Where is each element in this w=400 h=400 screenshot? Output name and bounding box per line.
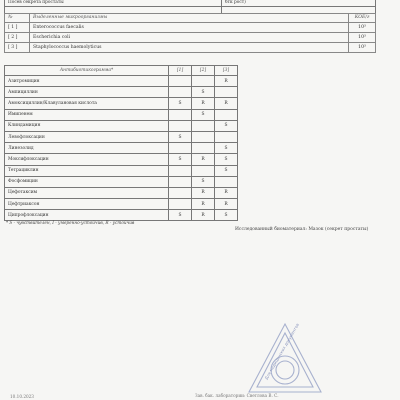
organism-name: Enterococcus faecalis (30, 23, 349, 33)
antibiotic-row (5, 76, 238, 87)
susceptibility-c3: S (215, 210, 238, 221)
culture-summary-table (4, 0, 376, 14)
susceptibility-c3: S (215, 120, 238, 131)
antibiotic-row (5, 165, 238, 176)
susceptibility-c1 (169, 120, 192, 131)
susceptibility-c1 (169, 187, 192, 198)
antibiotic-name: Линезолид (5, 143, 169, 154)
susceptibility-c2: R (192, 210, 215, 221)
susceptibility-c2 (192, 143, 215, 154)
antibiotic-name: Тетрациклин (5, 165, 169, 176)
organism-name: Staphylococcus haemolyticus (30, 43, 349, 53)
organism-row (5, 23, 376, 33)
header-cfu: КОЕ/г (349, 14, 376, 23)
antibiotic-row (5, 87, 238, 98)
stamp-text: Для медицинских документов (263, 322, 300, 381)
susceptibility-c1: S (169, 210, 192, 221)
header-col-2: [2] (192, 66, 215, 76)
susceptibility-c1: S (169, 154, 192, 165)
laboratory-stamp (245, 320, 325, 398)
antibiotic-row (5, 131, 238, 142)
susceptibility-c3 (215, 109, 238, 120)
header-col-3: [3] (215, 66, 238, 76)
susceptibility-c1 (169, 199, 192, 210)
susceptibility-c3: S (215, 143, 238, 154)
antibiotic-name: Азитромицин (5, 76, 169, 87)
footer-date: 10.10.2023 (10, 394, 34, 399)
susceptibility-c1 (169, 87, 192, 98)
organism-cfu: 10³ (349, 43, 376, 53)
susceptibility-c1 (169, 143, 192, 154)
biomaterial-note: Исследованный биоматериал: Мазок (секрет простаты) (235, 227, 369, 232)
header-antibiogram: Антибиотикограмма* (5, 66, 169, 76)
antibiogram-header-row (5, 66, 238, 76)
organism-num: [ 3 ] (5, 43, 30, 53)
summary-label: Посев секрета простаты (5, 0, 222, 7)
antibiotic-name: Амоксициллин/Клавулановая кислота (5, 98, 169, 109)
susceptibility-c3: S (215, 154, 238, 165)
organism-cfu: 10³ (349, 23, 376, 33)
antibiotic-name: Имипенем (5, 109, 169, 120)
susceptibility-c2: R (192, 187, 215, 198)
susceptibility-c3: R (215, 76, 238, 87)
susceptibility-c2 (192, 165, 215, 176)
antibiotic-name: Моксифлоксацин (5, 154, 169, 165)
susceptibility-c2: S (192, 87, 215, 98)
antibiotic-name: Левофлоксацин (5, 131, 169, 142)
organism-num: [ 2 ] (5, 33, 30, 43)
susceptibility-c2: R (192, 154, 215, 165)
header-col-1: [1] (169, 66, 192, 76)
summary-value: бтк рост) (222, 0, 376, 7)
susceptibility-c1 (169, 176, 192, 187)
header-organism: Выделенные микроорганизмы (30, 14, 349, 23)
antibiotic-row (5, 187, 238, 198)
antibiotic-name: Клиндамицин (5, 120, 169, 131)
susceptibility-c3: R (215, 199, 238, 210)
antibiotic-name: Цефтриаксон (5, 199, 169, 210)
antibiotic-row (5, 199, 238, 210)
organisms-header-row (5, 14, 376, 23)
susceptibility-c3 (215, 131, 238, 142)
susceptibility-c2 (192, 76, 215, 87)
organism-num: [ 1 ] (5, 23, 30, 33)
antibiotic-row (5, 143, 238, 154)
antibiotic-row (5, 98, 238, 109)
organism-row (5, 33, 376, 43)
antibiotic-name: Ампициллин (5, 87, 169, 98)
antibiotic-row (5, 176, 238, 187)
susceptibility-c3 (215, 87, 238, 98)
antibiotic-name: Цефотаксим (5, 187, 169, 198)
susceptibility-c2: S (192, 176, 215, 187)
susceptibility-c1: S (169, 98, 192, 109)
susceptibility-c1 (169, 109, 192, 120)
susceptibility-c1 (169, 76, 192, 87)
antibiotic-name: Фосфомицин (5, 176, 169, 187)
header-num: № (5, 14, 30, 23)
susceptibility-c2: R (192, 98, 215, 109)
organism-name: Escherichia coli (30, 33, 349, 43)
susceptibility-c3 (215, 176, 238, 187)
antibiotic-name: Ципрофлоксацин (5, 210, 169, 221)
organism-row (5, 43, 376, 53)
legend-note: * S - чувствителен, I - умеренно-устойчив, R - устойчив (6, 220, 135, 225)
antibiotic-row (5, 154, 238, 165)
organism-cfu: 10³ (349, 33, 376, 43)
susceptibility-c1: S (169, 131, 192, 142)
antibiogram-table (4, 65, 238, 221)
susceptibility-c2: R (192, 199, 215, 210)
organisms-table (4, 13, 376, 53)
footer-signature: Зав. бак. лаборатории: Светлова В. С. (195, 393, 279, 398)
susceptibility-c2: S (192, 109, 215, 120)
susceptibility-c2 (192, 120, 215, 131)
susceptibility-c3: R (215, 98, 238, 109)
antibiotic-row (5, 109, 238, 120)
susceptibility-c1 (169, 165, 192, 176)
susceptibility-c3: R (215, 187, 238, 198)
susceptibility-c2 (192, 131, 215, 142)
antibiotic-row (5, 120, 238, 131)
susceptibility-c3: S (215, 165, 238, 176)
